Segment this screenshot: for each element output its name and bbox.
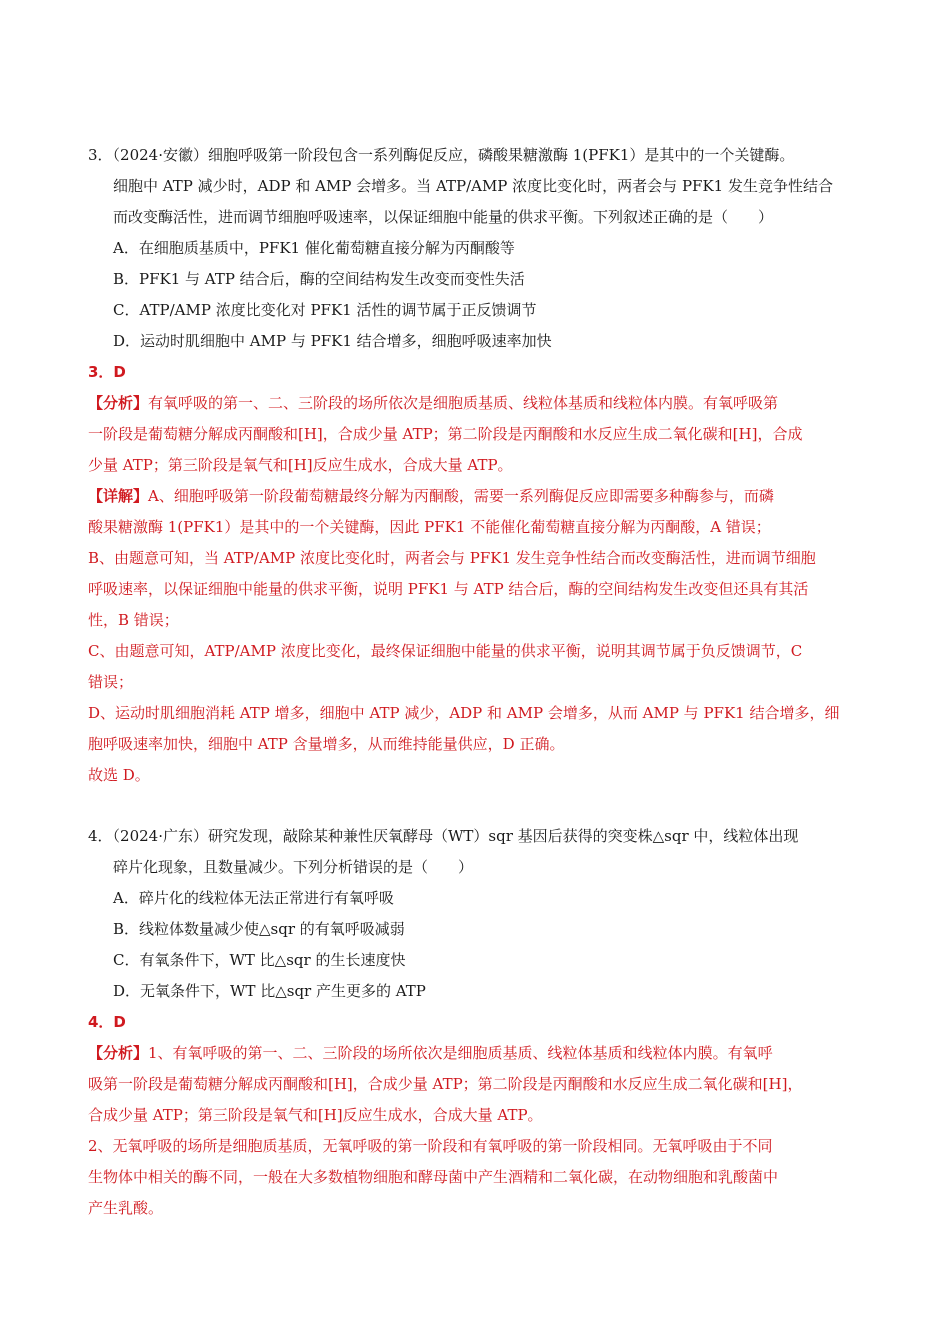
detail-text: A、细胞呼吸第一阶段葡萄糖最终分解为丙酮酸，需要一系列酶促反应即需要多种酶参与，而磷 [148, 487, 774, 505]
option-d: D．无氧条件下，WT 比△sqr 产生更多的 ATP [113, 982, 426, 1000]
analysis-line: 吸第一阶段是葡萄糖分解成丙酮酸和[H]，合成少量 ATP；第二阶段是丙酮酸和水反应生成二氧化碳和[H]， [88, 1075, 803, 1093]
question-stem-line: 碎片化现象，且数量减少。下列分析错误的是（ ） [113, 858, 474, 876]
option-d: D．运动时肌细胞中 AMP 与 PFK1 结合增多，细胞呼吸速率加快 [113, 332, 552, 350]
spacer [88, 791, 863, 821]
document-content [88, 140, 863, 1224]
question-4 [88, 821, 863, 1224]
analysis-line: 一阶段是葡萄糖分解成丙酮酸和[H]，合成少量 ATP；第二阶段是丙酮酸和水反应生成二氧化碳和[H]，合成 [88, 425, 803, 443]
analysis-text: 有氧呼吸的第一、二、三阶段的场所依次是细胞质基质、线粒体基质和线粒体内膜。有氧呼吸第 [148, 394, 779, 412]
analysis-line [88, 1038, 863, 1069]
analysis-line: 少量 ATP；第三阶段是氧气和[H]反应生成水，合成大量 ATP。 [88, 456, 513, 474]
question-stem-line: 细胞中 ATP 减少时，ADP 和 AMP 会增多。当 ATP/AMP 浓度比变化时，两者会与 PFK1 发生竞争性结合 [113, 177, 833, 195]
analysis-line [88, 388, 863, 419]
question-stem-line: 4．（2024·广东）研究发现，敲除某种兼性厌氧酵母（WT）sqr 基因后获得的突变株△sqr 中，线粒体出现 [88, 827, 799, 845]
detail-line: 胞呼吸速率加快，细胞中 ATP 含量增多，从而维持能量供应，D 正确。 [88, 735, 565, 753]
question-3 [88, 140, 863, 791]
conclusion-line: 故选 D。 [88, 766, 150, 784]
analysis-text: 1、有氧呼吸的第一、二、三阶段的场所依次是细胞质基质、线粒体基质和线粒体内膜。有氧呼 [148, 1044, 773, 1062]
detail-line [88, 481, 863, 512]
answer-label: 3．D [88, 363, 126, 381]
analysis-line: 产生乳酸。 [88, 1199, 164, 1217]
option-c: C．ATP/AMP 浓度比变化对 PFK1 活性的调节属于正反馈调节 [113, 301, 537, 319]
question-stem-line: 而改变酶活性，进而调节细胞呼吸速率，以保证细胞中能量的供求平衡。下列叙述正确的是（ ） [113, 208, 774, 226]
detail-line: 性，B 错误； [88, 611, 179, 629]
option-a: A．在细胞质基质中，PFK1 催化葡萄糖直接分解为丙酮酸等 [113, 239, 515, 257]
detail-line: 呼吸速率，以保证细胞中能量的供求平衡，说明 PFK1 与 ATP 结合后，酶的空间结构发生改变但还具有其活 [88, 580, 809, 598]
analysis-tag: 【分析】 [88, 1044, 149, 1062]
analysis-tag: 【分析】 [88, 394, 149, 412]
analysis-line: 生物体中相关的酶不同，一般在大多数植物细胞和酵母菌中产生酒精和二氧化碳，在动物细胞和乳酸菌中 [88, 1168, 779, 1186]
option-b: B．线粒体数量减少使△sqr 的有氧呼吸减弱 [113, 920, 405, 938]
detail-tag: 【详解】 [88, 487, 149, 505]
detail-line: C、由题意可知，ATP/AMP 浓度比变化，最终保证细胞中能量的供求平衡，说明其调节属于负反馈调节，C [88, 642, 803, 660]
answer-label: 4．D [88, 1013, 126, 1031]
detail-line: 酸果糖激酶 1(PFK1）是其中的一个关键酶，因此 PFK1 不能催化葡萄糖直接分解为丙酮酸，A 错误； [88, 518, 771, 536]
analysis-line: 2、无氧呼吸的场所是细胞质基质，无氧呼吸的第一阶段和有氧呼吸的第一阶段相同。无氧呼吸由于不同 [88, 1137, 773, 1155]
option-c: C．有氧条件下，WT 比△sqr 的生长速度快 [113, 951, 406, 969]
question-stem-line: 3．（2024·安徽）细胞呼吸第一阶段包含一系列酶促反应，磷酸果糖激酶 1(PFK1）是其中的一个关键酶。 [88, 146, 795, 164]
detail-line: 错误； [88, 673, 134, 691]
option-b: B．PFK1 与 ATP 结合后，酶的空间结构发生改变而变性失活 [113, 270, 525, 288]
analysis-line: 合成少量 ATP；第三阶段是氧气和[H]反应生成水，合成大量 ATP。 [88, 1106, 543, 1124]
detail-line: B、由题意可知，当 ATP/AMP 浓度比变化时，两者会与 PFK1 发生竞争性结合而改变酶活性，进而调节细胞 [88, 549, 816, 567]
option-a: A．碎片化的线粒体无法正常进行有氧呼吸 [113, 889, 394, 907]
detail-line: D、运动时肌细胞消耗 ATP 增多，细胞中 ATP 减少，ADP 和 AMP 会增多，从而 AMP 与 PFK1 结合增多，细 [88, 704, 840, 722]
